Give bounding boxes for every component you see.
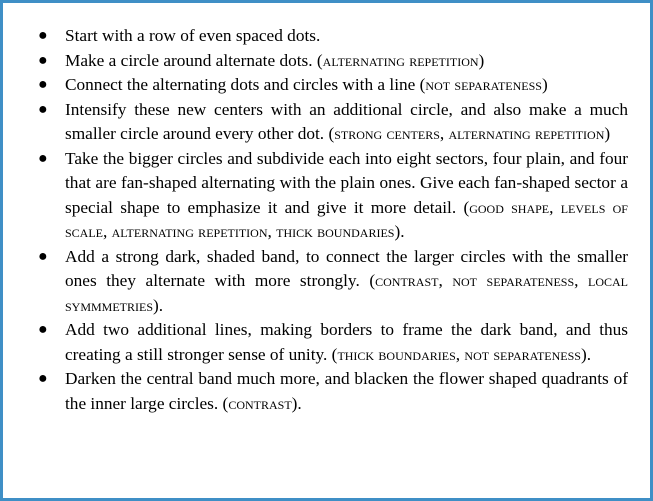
list-item bbox=[38, 98, 628, 147]
list-item bbox=[38, 367, 628, 416]
item-text: Add two additional lines, making borders to frame the dark band, and thus creating a still stronger sense of unity. bbox=[65, 320, 628, 364]
item-text: Take the bigger circles and subdivide each into eight sectors, four plain, and four that are fan-shaped alternating with the plain ones. Give each fan-shaped sector a special shape to emphasize it and give it more detail. bbox=[65, 148, 628, 217]
bullet-icon: ● bbox=[38, 100, 48, 118]
pattern-names: good shape, levels of scale, alternating repetition, thick boundaries bbox=[65, 197, 628, 241]
paren-open: ( bbox=[328, 124, 335, 143]
pattern-names: thick boundaries, not separateness bbox=[337, 344, 581, 364]
pattern-names: contrast, not separateness, local symmmetries bbox=[65, 271, 629, 315]
paren-close: ) bbox=[604, 124, 611, 143]
item-text: Start with a row of even spaced dots. bbox=[65, 26, 321, 45]
bullet-icon: ● bbox=[38, 247, 48, 265]
list-item bbox=[38, 49, 628, 74]
paren-open: ( bbox=[331, 344, 338, 364]
paren-open: ( bbox=[463, 197, 470, 217]
paren-open: ( bbox=[369, 271, 376, 290]
list-item bbox=[38, 147, 628, 245]
list-item bbox=[38, 245, 629, 319]
paren-open: ( bbox=[419, 75, 426, 94]
pattern-names: not separateness bbox=[425, 75, 542, 94]
paren-close: ). bbox=[394, 222, 405, 241]
paren-close: ). bbox=[153, 295, 164, 315]
list-item bbox=[38, 73, 628, 98]
bullet-icon: ● bbox=[38, 321, 48, 338]
pattern-names: contrast bbox=[228, 393, 292, 413]
item-text: Connect the alternating dots and circles with a line bbox=[65, 75, 420, 94]
item-text: Intensify these new centers with an additional circle, and also make a much smaller circle around every other dot. bbox=[65, 99, 628, 143]
paren-close: ). bbox=[291, 393, 302, 413]
bullet-icon: ● bbox=[38, 370, 48, 387]
bullet-icon: ● bbox=[38, 149, 48, 167]
paren-open: ( bbox=[222, 393, 229, 413]
bullet-icon: ● bbox=[38, 27, 48, 44]
item-text: Add a strong dark, shaded band, to connect the larger circles with the smaller ones they alternate with more strongly. bbox=[65, 246, 628, 290]
bullet-icon: ● bbox=[38, 76, 48, 93]
paren-close: ) bbox=[478, 50, 485, 70]
pattern-names: strong centers, alternating repetition bbox=[334, 124, 605, 143]
paren-close: ). bbox=[580, 344, 592, 364]
item-text: Make a circle around alternate dots. bbox=[65, 50, 317, 70]
bullet-icon: ● bbox=[38, 51, 48, 69]
list-item bbox=[38, 24, 628, 49]
paren-open: ( bbox=[316, 50, 323, 70]
steps-list bbox=[38, 24, 629, 416]
pattern-names: alternating repetition bbox=[322, 50, 479, 70]
item-text: Darken the central band much more, and blacken the flower shaped quadrants of the inner large circles. bbox=[65, 369, 628, 413]
list-item bbox=[38, 318, 628, 367]
paren-close: ) bbox=[541, 75, 548, 94]
